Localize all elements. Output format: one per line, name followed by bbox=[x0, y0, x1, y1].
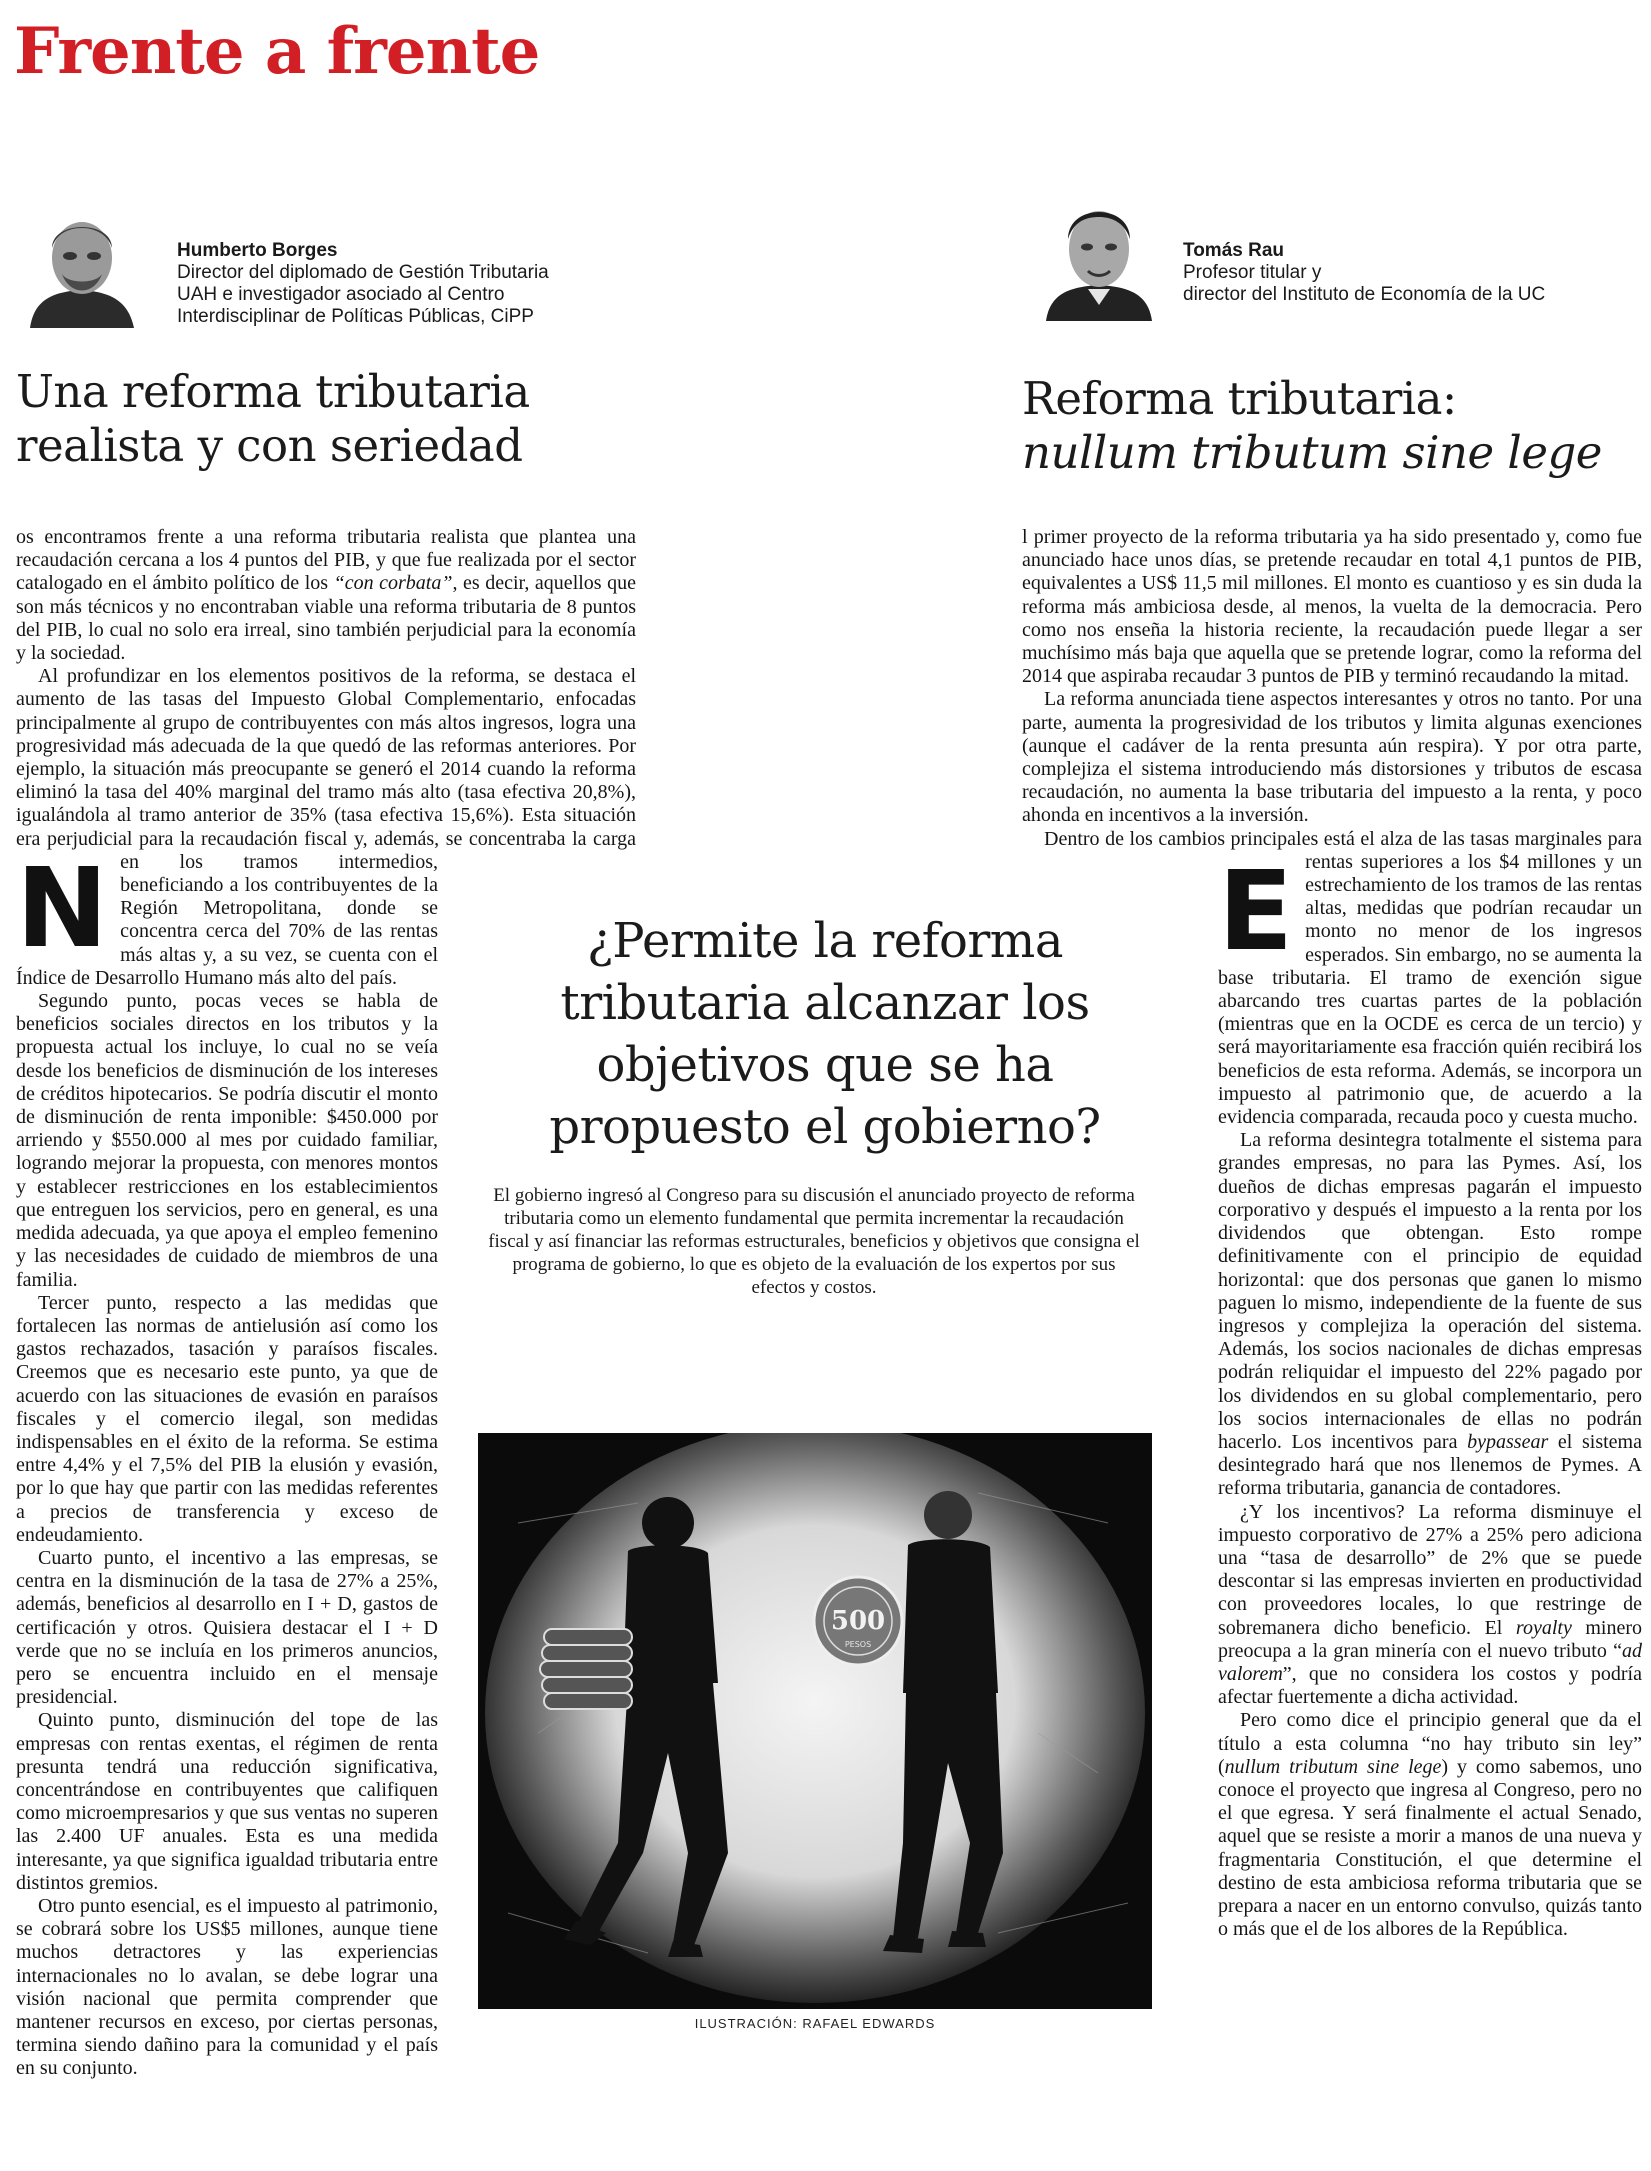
coin-stack-icon bbox=[540, 1629, 632, 1709]
author-role-line: Interdisciplinar de Políticas Públicas, CiPP bbox=[177, 306, 534, 327]
article-paragraph: Tercer punto, respecto a las medidas que fortalecen las normas de antielusión así como los gastos rechazados, tasación y paraísos fiscales. Creemos que es necesario este punto, ya que de acuerdo con las situaciones de evasión en paraísos fiscales y el comercio ilegal, son medidas indispensables en el éxito de la reforma. Se estima entre 4,4% y el 7,5% del PIB la elusión y evasión, por lo que hay que partir con las medidas referentes a precios de transferencia y exceso de endeudamiento. bbox=[16, 1291, 438, 1546]
headline-line: Una reforma tributaria bbox=[16, 365, 530, 418]
article-paragraph: Otro punto esencial, es el impuesto al patrimonio, se cobrará sobre los US$5 millones, aunque tiene muchos detractores y las experiencias internacionales no lo avalan, se debe lograr una visión nacional que permita comprender que mantener recursos en exceso, por ciertas personas, termina siendo dañino para la comunidad y el país en su conjunto. bbox=[16, 1894, 438, 2080]
author-role-line: UAH e investigador asociado al Centro bbox=[177, 284, 505, 305]
drop-cap: N bbox=[16, 844, 109, 972]
article-paragraph: Al profundizar en los elementos positivos de la reforma, se destaca el aumento de las tasas del Impuesto Global Complementario, enfocadas principalmente al grupo de contribuyentes con más altos ingresos, logra una progresividad más adecuada de la que quedó de las reformas anteriores. Por ejemplo, la situación más preocupante se generó el 2014 cuando la reforma eliminó la tasa del 40% marginal del tramo más alto (tasa efectiva 20,8%), igualándola al tramo anterior de 35% (tasa efectiva 15,6%). Esta situación era perjudicial para la recaudación fiscal y, además, se concentraba la carga en los tramos intermedios, beneficiando a los contribuyentes de la Región Metropolitana, donde se concentra cerca del 70% de las rentas más altas y, a su vez, se cuenta con el Índice de Desarrollo Humano más alto del país. bbox=[16, 665, 636, 989]
illustration bbox=[478, 1433, 1152, 2009]
illustration-credit: ILUSTRACIÓN: RAFAEL EDWARDS bbox=[694, 2016, 936, 2031]
headline-line-italic: nullum tributum sine lege bbox=[1022, 426, 1602, 479]
article-paragraph: Segundo punto, pocas veces se habla de beneficios sociales directos en los tributos y la propuesta actual los incluye, lo cual no se veía desde los beneficios de disminución de los intereses de créditos hipotecarios. Se podría discutir el monto de disminución de renta imponible: $450.000 por arriendo y $550.000 al mes por cuidado familiar, logrando mejorar la propuesta, con menores montos y establecer restricciones en los establecimientos que entreguen los servicios, pero en general, es una medida adecuada, ya que apoya el empleo femenino y las necesidades de cuidado de miembros de una familia. bbox=[16, 990, 438, 1291]
coin-label: 500 bbox=[830, 1606, 886, 1636]
center-intro: El gobierno ingresó al Congreso para su discusión el anunciado proyecto de reforma tributaria como un elemento fundamental que permita incrementar la recaudación fiscal y así financiar las reformas estructurales, beneficios y objetivos que consigna el programa de gobierno, lo que es objeto de la evaluación de los expertos por sus efectos y costos. bbox=[488, 1185, 1140, 1298]
author-name: Humberto Borges bbox=[177, 240, 338, 261]
author-byline-right bbox=[1183, 240, 1623, 306]
center-question bbox=[495, 910, 1155, 1158]
article-paragraph: La reforma desintegra totalmente el sistema para grandes empresas, no para las Pymes. Así, los dueños de dichas empresas pagarán el impuesto corporativo y después el impuesto a la renta por los dividendos que obtengan. Esto rompe definitivamente con el principio de equidad horizontal: que dos personas que ganen lo mismo paguen lo mismo, independiente de la fuente de sus ingresos y complejiza la operación del sistema. Además, los socios nacionales de dichas empresas podrán reliquidar el impuesto del 22% pagado por los dividendos en su global complementario, pero los socios internacionales de ellas no podrán hacerlo. Los incentivos para bypassear el sistema desintegrado hará que nos llenemos de Pymes. A reforma tributaria, ganancia de contadores. bbox=[1218, 1129, 1642, 1500]
author-role-line: director del Instituto de Economía de la UC bbox=[1183, 284, 1546, 305]
article-paragraph: ¿Y los incentivos? La reforma disminuye el impuesto corporativo de 27% a 25% pero adiciona una “tasa de desarrollo” de 2% que se puede descontar si las empresas invierten en productividad con proveedores locales, lo que restringe de sobremanera dicho beneficio. El royalty minero preocupa a la gran minería con el nuevo tributo “ad valorem”, que no considera los costos y podría afectar fuertemente a dicha actividad. bbox=[1218, 1500, 1643, 1709]
coin-sublabel: PESOS bbox=[844, 1640, 872, 1649]
article-paragraph: N os encontramos frente a una reforma tributaria realista que plantea una recaudación cercana a los 4 puntos del PIB, y que fue realizada por el sector catalogado en el ámbito político de los “con corbata”, es decir, aquellos que son más técnicos y no encontraban viable una reforma tributaria de 8 puntos del PIB, lo cual no solo era irreal, sino también perjudicial para la economía y la sociedad. bbox=[16, 526, 637, 972]
article-paragraph: E l primer proyecto de la reforma tributaria ya ha sido presentado y, como fue anunciado hace unos días, se pretende recaudar en total 4,1 puntos de PIB, equivalentes a US$ 11,5 mil millones. El monto es cuantioso y es sin duda la reforma más ambiciosa desde, al menos, la vuelta de la democracia. Pero como nos enseña la historia reciente, la recaudación puede llegar a ser muchísimo más baja que aquella que se pretende lograr, como la reforma del 2014 que aspiraba recaudar 3 puntos de PIB y terminó recaudando la mitad. bbox=[1022, 526, 1642, 975]
author-role-line: Director del diplomado de Gestión Tributaria bbox=[177, 262, 549, 283]
author-portrait-left bbox=[22, 200, 140, 328]
article-paragraph: Cuarto punto, el incentivo a las empresas, se centra en la disminución de la tasa de 27% a 25%, además, beneficios al desarrollo en I + D, gastos de certificación y otros. Quisiera destacar el I + D verde que no se incluía en los primeros anuncios, pero se encuentra incluido en el mensaje presidencial. bbox=[16, 1546, 438, 1709]
drop-cap: E bbox=[1218, 847, 1294, 975]
right-headline bbox=[1022, 372, 1642, 480]
article-paragraph: La reforma anunciada tiene aspectos interesantes y otros no tanto. Por una parte, aumenta la progresividad de los tributos y limita algunas exenciones (aunque el cadáver de la renta presunta aún respira). Y por otra parte, complejiza el sistema introduciendo más distorsiones y tributos de escasa recaudación, no aumenta la base tributaria del impuesto a la renta, y poco ahonda en incentivos a la inversión. bbox=[1022, 688, 1642, 827]
headline-line: realista y con seriedad bbox=[16, 419, 523, 472]
left-headline bbox=[16, 365, 576, 473]
question-line: objetivos que se ha bbox=[596, 1037, 1054, 1093]
article-paragraph: Pero como dice el principio general que da el título a esta columna “no hay tributo sin ley” (nullum tributum sine lege) y como sabemos, uno conoce el proyecto que ingresa al Congreso, pero no el que egresa. Y será finalmente el actual Senado, aquel que se resiste a morir a manos de una nueva y fragmentaria Constitución, el que determine el destino de esta ambiciosa reforma tributaria que se prepara a nacer en un entorno convulso, quizás tanto o más que el de los albores de la República. bbox=[1218, 1709, 1642, 1941]
author-role-line: Profesor titular y bbox=[1183, 262, 1322, 283]
author-portrait-right bbox=[1040, 193, 1158, 321]
article-paragraph: Dentro de los cambios principales está el alza de las tasas marginales para rentas superiores a los $4 millones y un estrechamiento de los tramos de las rentas altas, medidas que podrían recaudar un monto no menor de los ingresos esperados. Sin embargo, no se aumenta la base tributaria. El tramo de exención sigue abarcando tres cuartas partes de la población (mientras que en la OCDE es cerca de un tercio) y será mayoritariamente esa fracción quién recibirá los beneficios de esta reforma. Además, se incorpora un impuesto al patrimonio que, de acuerdo a la evidencia comparada, recauda poco y cuesta mucho. bbox=[1044, 827, 1642, 1129]
article-paragraph: Quinto punto, disminución del tope de las empresas con rentas exentas, el régimen de renta presunta tendrá una reducción significativa, concentrándose en contribuyentes que califiquen como microempresarios y que sus ventas no superen las 2.400 UF anuales. Esta es una medida interesante, ya que significa igualdad tributaria entre distintos gremios. bbox=[16, 1709, 438, 1894]
question-line: ¿Permite la reforma bbox=[587, 913, 1063, 969]
headline-line: Reforma tributaria: bbox=[1022, 372, 1457, 425]
author-byline-left bbox=[177, 240, 617, 328]
question-line: propuesto el gobierno? bbox=[549, 1099, 1101, 1155]
section-title: Frente a frente bbox=[14, 14, 540, 89]
coin-500-icon bbox=[814, 1577, 902, 1665]
question-line: tributaria alcanzar los bbox=[560, 975, 1090, 1031]
author-name: Tomás Rau bbox=[1183, 240, 1285, 261]
